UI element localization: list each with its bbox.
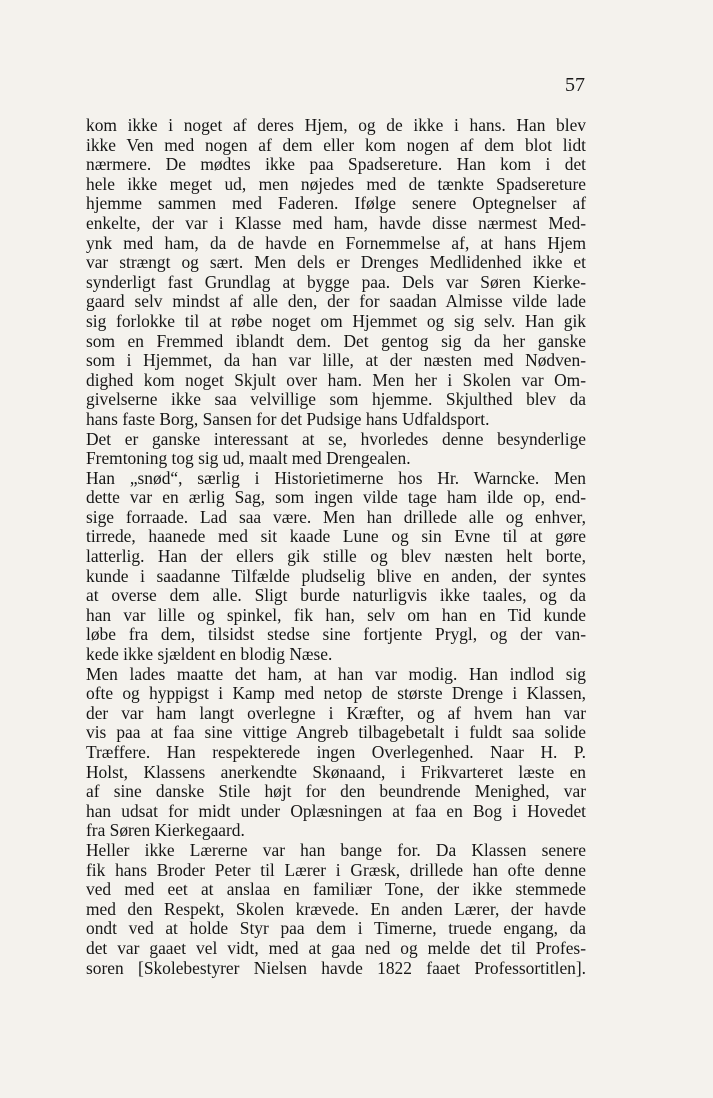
page-number: 57 [565,74,585,96]
text-line: dighed kom noget Skjult over ham. Men her i Skolen var Om- [86,369,586,390]
text-line: tirrede, haanede med sit kaade Lune og sin Evne til at gøre [86,526,586,547]
text-line: Men lades maatte det ham, at han var modig. Han indlod sig [86,663,586,684]
text-line: Han „snød“, særlig i Historietimerne hos Hr. Warncke. Men [86,467,586,488]
text-line: som i Hjemmet, da han var lille, at der næsten med Nødven- [86,350,586,371]
body-text [86,116,586,978]
text-line: gaard selv mindst af alle den, der for saadan Almisse vilde lade [86,291,586,312]
text-line: kunde i saadanne Tilfælde pludselig blive en anden, der syntes [86,565,586,586]
text-line: fik hans Broder Peter til Lærer i Græsk, drillede han ofte denne [86,859,586,880]
text-line: ikke Ven med nogen af dem eller kom nogen af dem blot lidt [86,134,586,155]
text-line: han udsat for midt under Oplæsningen at faa en Bog i Hovedet [86,800,586,821]
text-line: synderligt fast Grundlag at bygge paa. Dels var Søren Kierke- [86,271,586,292]
text-line: Heller ikke Lærerne var han bange for. Da Klassen senere [86,839,586,860]
text-line: Holst, Klassens anerkendte Skønaand, i Frikvarteret læste en [86,761,586,782]
text-line: Træffere. Han respekterede ingen Overlegenhed. Naar H. P. [86,742,586,762]
text-line: sig forlokke til at røbe noget om Hjemmet og sig selv. Han gik [86,310,586,331]
text-line: med den Respekt, Skolen krævede. En anden Lærer, der havde [86,898,586,919]
text-line: givelserne ikke saa velvillige som hjemme. Skjulthed blev da [86,389,586,410]
text-line: fra Søren Kierkegaard. [86,820,245,841]
text-line: ofte og hyppigst i Kamp med netop de største Drenge i Klassen, [86,683,586,704]
text-line: soren [Skolebestyrer Nielsen havde 1822 faaet Professortitlen]. [86,957,586,978]
text-line: dette var en ærlig Sag, som ingen vilde tage ham ilde op, end- [86,487,586,508]
text-line: løbe fra dem, tilsidst stedse sine fortjente Prygl, og der van- [86,624,586,645]
text-line: hjemme sammen med Faderen. Ifølge senere Optegnelser af [86,193,586,214]
text-line: ondt ved at holde Styr paa dem i Timerne, truede engang, da [86,918,586,939]
text-line: nærmere. De mødtes ikke paa Spadsereture. Han kom i det [86,154,586,175]
text-line: kom ikke i noget af deres Hjem, og de ikke i hans. Han blev [86,115,586,135]
text-line: enkelte, der var i Klasse med ham, havde disse nærmest Med- [86,212,586,233]
text-line: hele ikke meget ud, men nøjedes med de tænkte Spadsereture [86,173,586,194]
text-line: som en Fremmed iblandt dem. Det gentog sig da her ganske [86,330,586,351]
text-line: vis paa at faa sine vittige Angreb tilbagebetalt i fuldt saa solide [86,722,586,743]
text-line: hans faste Borg, Sansen for det Pudsige hans Udfaldsport. [86,408,490,429]
text-line: Fremtoning tog sig ud, maalt med Drengealen. [86,448,411,469]
text-line: af sine danske Stile højt for den beundrende Menighed, var [86,781,586,802]
text-line: sige forraade. Lad saa være. Men han drillede alle og enhver, [86,506,586,527]
text-line: det var gaaet vel vidt, med at gaa ned og melde det til Profes- [86,937,586,958]
text-line: at overse dem alle. Sligt burde naturligvis ikke taales, og da [86,585,586,606]
text-line: var strængt og sært. Men dels er Drenges Medlidenhed ikke et [86,252,586,273]
text-line: ynk med ham, da de havde en Fornemmelse af, at hans Hjem [86,232,586,253]
text-line: kede ikke sjældent en blodig Næse. [86,644,333,665]
text-line: latterlig. Han der ellers gik stille og blev næsten helt borte, [86,546,586,567]
text-line: ved med eet at anslaa en familiær Tone, der ikke stemmede [86,879,586,900]
text-line: Det er ganske interessant at se, hvorledes denne besynderlige [86,428,586,449]
text-line: han var lille og spinkel, fik han, selv om han en Tid kunde [86,604,586,625]
text-line: der var ham langt overlegne i Kræfter, og af hvem han var [86,702,586,723]
